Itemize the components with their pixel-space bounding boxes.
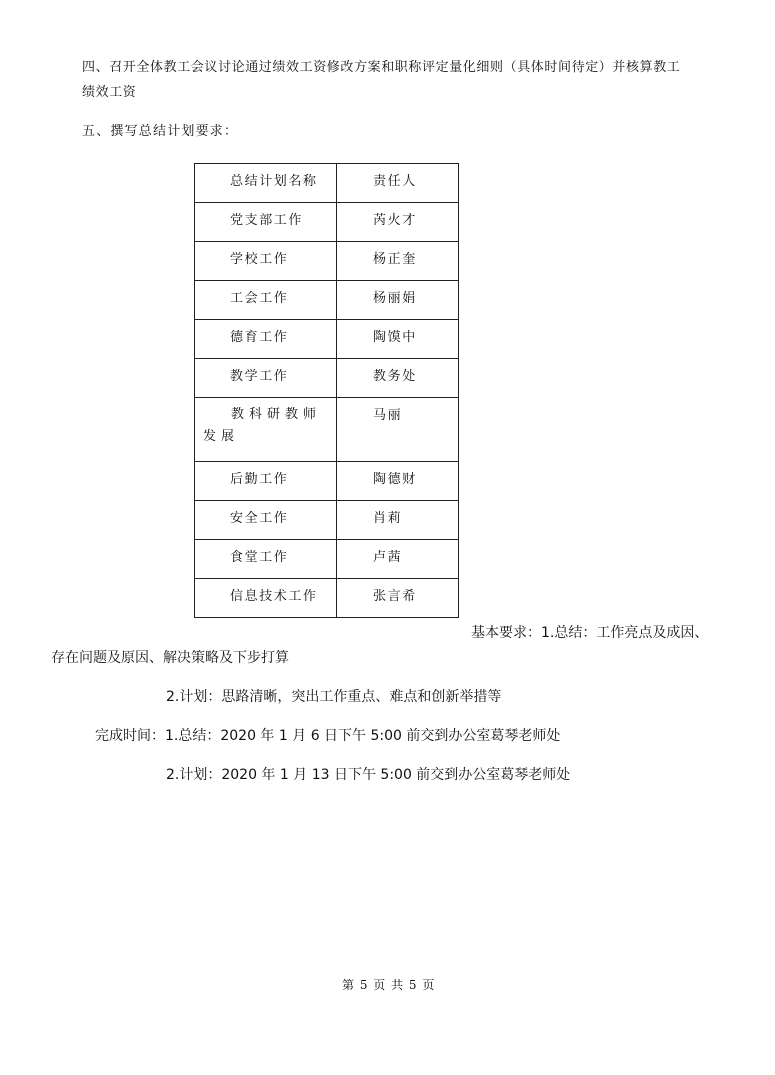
plan-name: 教学工作 [230, 369, 289, 384]
plan-owner: 芮火才 [373, 213, 417, 228]
table-cell [195, 281, 337, 320]
deadline-line-1: 完成时间：1.总结：2020 年 1 月 6 日下午 5:00 前交到办公室葛琴老师处 [95, 728, 561, 744]
table-cell [337, 164, 459, 203]
plan-name: 工会工作 [230, 291, 289, 306]
table-cell [337, 501, 459, 540]
section-4-text-line-1: 四、召开全体教工会议讨论通过绩效工资修改方案和职称评定量化细则（具体时间待定）并核算教工 [82, 60, 681, 75]
plan-name: 后勤工作 [230, 472, 289, 487]
table-row [195, 579, 459, 618]
basic-requirements-line-2: 2.计划：思路清晰，突出工作重点、难点和创新举措等 [166, 689, 502, 705]
table-cell [337, 462, 459, 501]
basic-requirements-line-1-continued: 存在问题及原因、解决策略及下步打算 [51, 650, 289, 666]
plan-owner: 陶德财 [373, 472, 417, 487]
basic-requirements-line-1: 基本要求：1.总结：工作亮点及成因、 [471, 625, 709, 641]
table-cell [195, 359, 337, 398]
plan-owner: 卢茜 [373, 550, 403, 565]
section-4-text-line-2: 绩效工资 [82, 85, 137, 100]
table-row [195, 281, 459, 320]
plan-owner: 马丽 [373, 408, 403, 423]
summary-plan-table [194, 163, 459, 618]
plan-owner: 教务处 [373, 369, 417, 384]
table-cell [195, 203, 337, 242]
table-cell [195, 398, 337, 462]
table-row [195, 320, 459, 359]
plan-name: 食堂工作 [230, 550, 289, 565]
table-cell [195, 540, 337, 579]
header-plan-name: 总结计划名称 [230, 174, 318, 189]
table-header-row [195, 164, 459, 203]
plan-name: 学校工作 [230, 252, 289, 267]
deadline-line-2: 2.计划：2020 年 1 月 13 日下午 5:00 前交到办公室葛琴老师处 [166, 767, 571, 783]
plan-name: 党支部工作 [230, 213, 304, 228]
header-owner: 责任人 [373, 174, 417, 189]
table-cell [337, 579, 459, 618]
table-cell [195, 501, 337, 540]
plan-owner: 陶馍中 [373, 330, 417, 345]
plan-owner: 张言希 [373, 589, 417, 604]
plan-name: 教科研教师发展 [203, 407, 322, 444]
table-cell [195, 164, 337, 203]
plan-owner: 杨丽娟 [373, 291, 417, 306]
table-row [195, 398, 459, 462]
table-row [195, 359, 459, 398]
table-cell [337, 398, 459, 462]
table-cell [337, 281, 459, 320]
table-cell [337, 320, 459, 359]
plan-owner: 杨正奎 [373, 252, 417, 267]
table-cell [195, 579, 337, 618]
table-row [195, 242, 459, 281]
table-cell [337, 540, 459, 579]
table-row [195, 501, 459, 540]
table-cell [195, 462, 337, 501]
page-number-footer: 第 5 页 共 5 页 [342, 978, 436, 992]
plan-name: 安全工作 [230, 511, 289, 526]
table-row [195, 462, 459, 501]
plan-name: 信息技术工作 [230, 589, 318, 604]
table-row [195, 203, 459, 242]
table-cell [195, 320, 337, 359]
plan-name: 德育工作 [230, 330, 289, 345]
plan-owner: 肖莉 [373, 511, 403, 526]
section-5-heading: 五、撰写总结计划要求： [82, 124, 239, 139]
table-cell [337, 203, 459, 242]
table-cell [337, 242, 459, 281]
table-cell [337, 359, 459, 398]
table-cell [195, 242, 337, 281]
table-row [195, 540, 459, 579]
